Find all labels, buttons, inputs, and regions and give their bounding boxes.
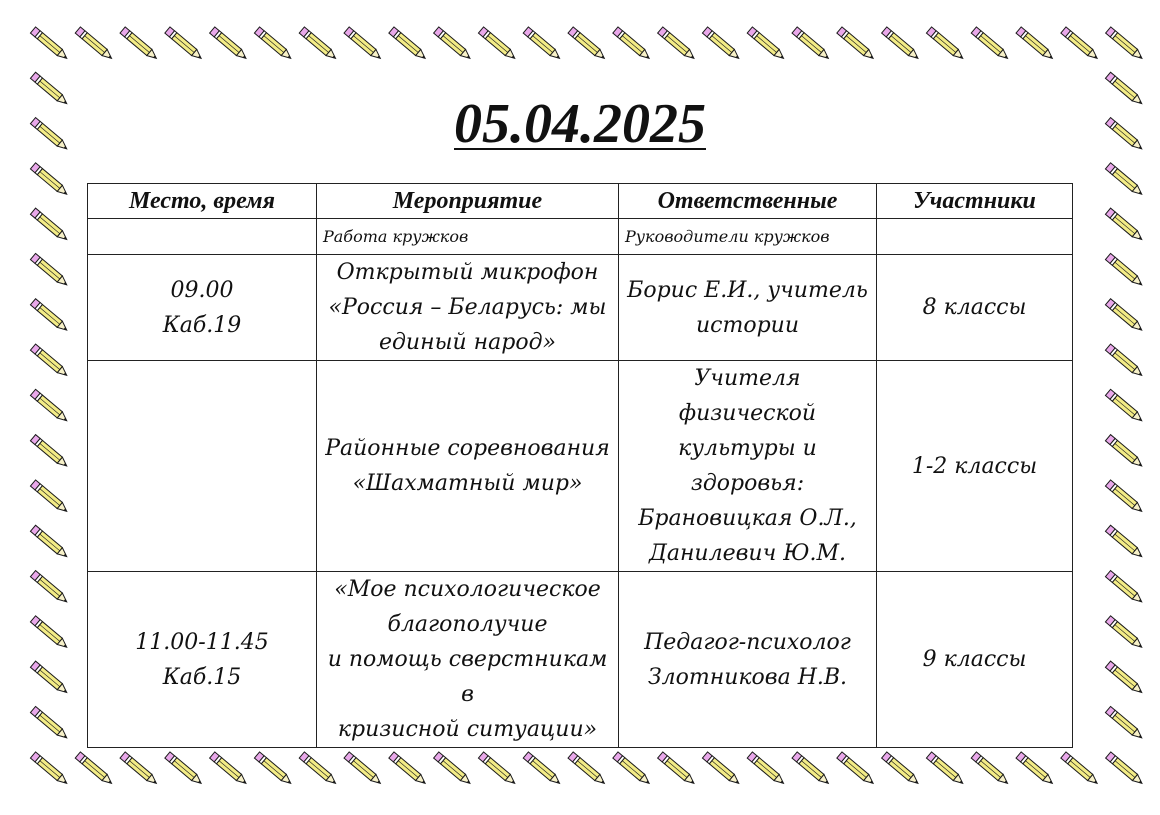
responsible-line: Педагог-психолог — [644, 629, 851, 655]
pencil-icon — [1105, 525, 1144, 559]
pencil-icon — [1105, 706, 1144, 740]
pencil-icon — [120, 752, 159, 786]
column-header-event: Мероприятие — [317, 184, 619, 219]
responsible-line: Учителя — [694, 366, 801, 391]
table-row — [88, 255, 1073, 361]
responsible-line: Злотникова Н.В. — [647, 664, 848, 690]
cell-place-time — [88, 255, 317, 361]
pencil-icon — [568, 752, 607, 786]
pencil-icon — [30, 389, 69, 423]
event-line: благополучие — [387, 612, 548, 637]
pencil-icon — [75, 752, 114, 786]
pencil-icon — [792, 752, 831, 786]
pencil-icon — [568, 27, 607, 61]
event-line: и помощь сверстникам в — [327, 647, 608, 707]
event-line: «Россия – Беларусь: мы — [328, 295, 607, 320]
pencil-icon — [523, 27, 562, 61]
cell-event — [317, 572, 619, 748]
pencil-icon — [30, 752, 69, 786]
pencil-icon — [30, 253, 69, 287]
pencil-icon — [702, 27, 741, 61]
pencil-icon — [1105, 253, 1144, 287]
pencil-icon — [971, 27, 1010, 61]
pencil-icon — [30, 344, 69, 378]
pencil-icon — [210, 752, 249, 786]
pencil-icon — [30, 616, 69, 650]
pencil-icon — [837, 752, 876, 786]
page-title: 05.04.2025 — [454, 93, 706, 155]
event-line: кризисной ситуации» — [337, 717, 598, 742]
pencil-icon — [702, 752, 741, 786]
event-line: Районные соревнования — [325, 436, 610, 461]
pencil-icon — [1016, 752, 1055, 786]
cell-event — [317, 361, 619, 572]
pencil-icon — [165, 27, 204, 61]
cell-participants: 9 классы — [877, 572, 1073, 748]
pencil-icon — [792, 27, 831, 61]
cell-responsible — [619, 572, 877, 748]
responsible-line: культуры и — [678, 436, 817, 461]
responsible-line: здоровья: — [690, 471, 805, 496]
pencil-icon — [30, 571, 69, 605]
pencil-icon — [747, 752, 786, 786]
cell-place-time — [88, 219, 317, 255]
pencil-icon — [165, 752, 204, 786]
pencil-icon — [747, 27, 786, 61]
pencil-icon — [613, 27, 652, 61]
event-line: Открытый микрофон — [336, 260, 599, 285]
time-line: 11.00-11.45 — [135, 629, 269, 655]
table-header-row — [88, 184, 1073, 219]
responsible-line: Данилевич Ю.М. — [648, 541, 847, 566]
pencil-icon — [1105, 389, 1144, 423]
pencil-icon — [613, 752, 652, 786]
responsible-line: Руководители кружков — [625, 226, 830, 246]
cell-responsible — [619, 219, 877, 255]
pencil-icon — [523, 752, 562, 786]
pencil-icon — [1105, 661, 1144, 695]
cell-event — [317, 255, 619, 361]
responsible-line: физической — [678, 401, 817, 426]
pencil-icon — [75, 27, 114, 61]
cell-place-time — [88, 361, 317, 572]
pencil-icon — [1105, 163, 1144, 197]
cell-participants: 8 классы — [877, 255, 1073, 361]
responsible-line: истории — [695, 312, 800, 338]
responsible-line: Борис Е.И., учитель — [627, 277, 868, 303]
pencil-icon — [299, 752, 338, 786]
pencil-icon — [882, 27, 921, 61]
pencil-icon — [926, 752, 965, 786]
time-line: 09.00 — [170, 277, 234, 303]
pencil-icon — [299, 27, 338, 61]
cell-participants: 1-2 классы — [877, 361, 1073, 572]
pencil-icon — [30, 299, 69, 333]
pencil-icon — [434, 27, 473, 61]
pencil-icon — [926, 27, 965, 61]
room-line: Каб.15 — [162, 664, 242, 690]
pencil-icon — [837, 27, 876, 61]
pencil-icon — [1105, 571, 1144, 605]
cell-participants — [877, 219, 1073, 255]
room-line: Каб.19 — [162, 312, 242, 338]
pencil-icon — [434, 752, 473, 786]
pencil-icon — [1105, 299, 1144, 333]
event-line: Работа кружков — [323, 226, 469, 246]
pencil-icon — [478, 27, 517, 61]
pencil-icon — [971, 752, 1010, 786]
pencil-icon — [120, 27, 159, 61]
table-row — [88, 219, 1073, 255]
pencil-icon — [882, 752, 921, 786]
pencil-icon — [658, 752, 697, 786]
pencil-icon — [30, 208, 69, 242]
event-line: «Шахматный мир» — [352, 471, 583, 496]
pencil-icon — [1061, 27, 1100, 61]
pencil-icon — [30, 435, 69, 469]
pencil-icon — [30, 27, 69, 61]
pencil-icon — [478, 752, 517, 786]
pencil-icon — [658, 27, 697, 61]
pencil-icon — [30, 480, 69, 514]
pencil-icon — [30, 163, 69, 197]
column-header-place-time: Место, время — [88, 184, 317, 219]
schedule-table — [87, 183, 1073, 748]
pencil-icon — [344, 27, 383, 61]
responsible-line: Брановицкая О.Л., — [638, 506, 857, 531]
pencil-icon — [344, 752, 383, 786]
event-line: единый народ» — [378, 330, 557, 355]
column-header-responsible: Ответственные — [619, 184, 877, 219]
cell-event — [317, 219, 619, 255]
pencil-icon — [254, 752, 293, 786]
pencil-icon — [254, 27, 293, 61]
pencil-icon — [1016, 27, 1055, 61]
pencil-icon — [389, 27, 428, 61]
pencil-icon — [1105, 616, 1144, 650]
pencil-icon — [1106, 752, 1145, 786]
column-header-participants: Участники — [877, 184, 1073, 219]
pencil-icon — [30, 661, 69, 695]
pencil-icon — [389, 752, 428, 786]
pencil-icon — [1106, 27, 1145, 61]
cell-responsible — [619, 255, 877, 361]
pencil-icon — [1105, 480, 1144, 514]
pencil-icon — [30, 706, 69, 740]
table-row — [88, 572, 1073, 748]
pencil-icon — [210, 27, 249, 61]
cell-place-time — [88, 572, 317, 748]
pencil-icon — [1105, 208, 1144, 242]
pencil-icon — [1105, 344, 1144, 378]
cell-responsible — [619, 361, 877, 572]
table-row — [88, 361, 1073, 572]
pencil-icon — [1105, 435, 1144, 469]
event-line: «Мое психологическое — [334, 577, 601, 602]
pencil-icon — [30, 525, 69, 559]
pencil-icon — [1061, 752, 1100, 786]
